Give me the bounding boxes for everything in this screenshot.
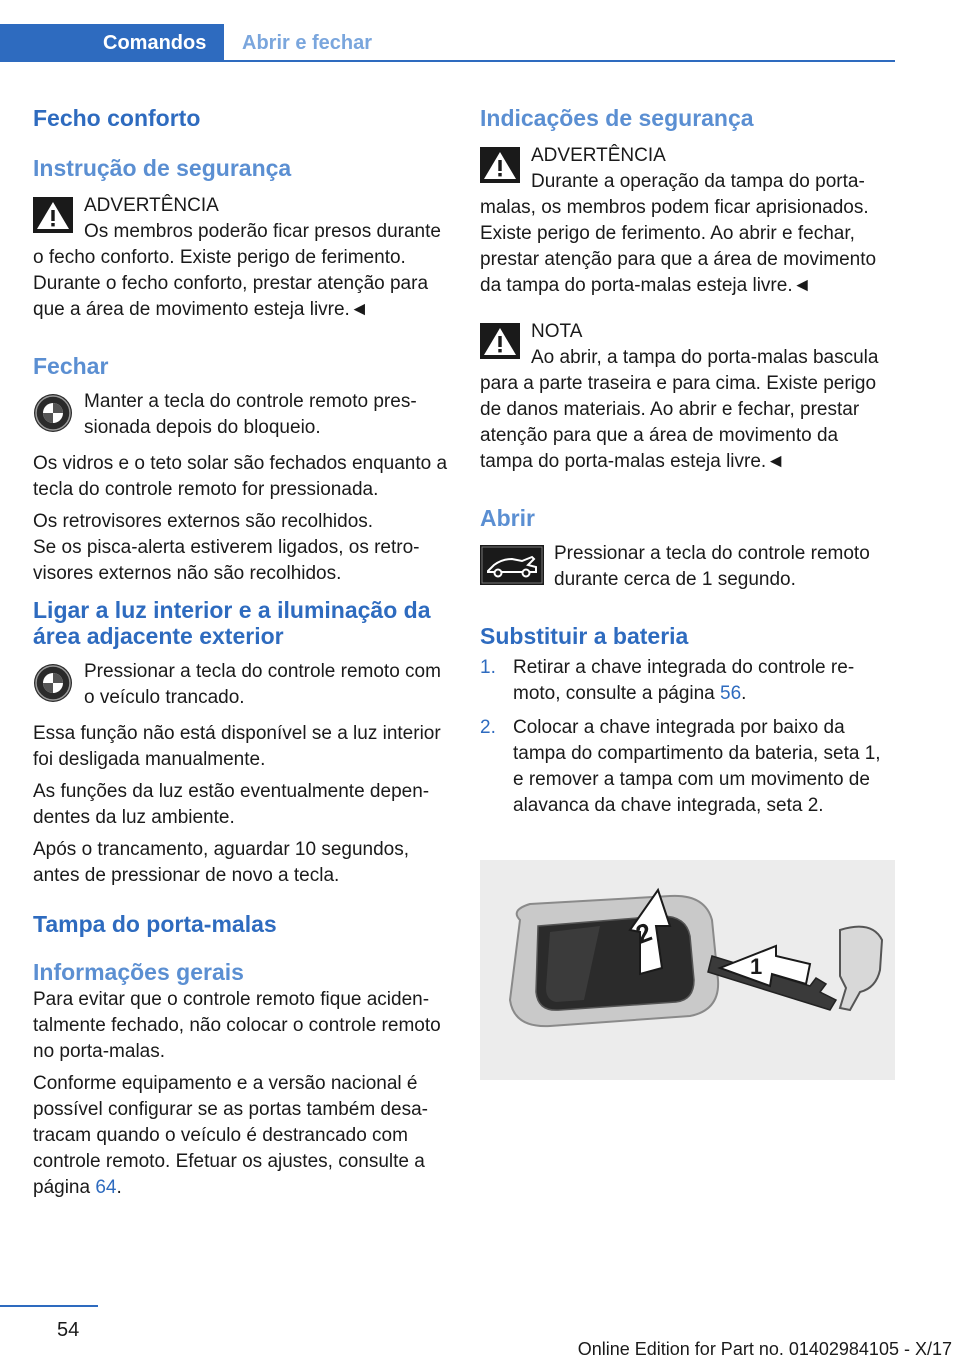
- remote-key-block-fechar: [33, 389, 448, 441]
- luz-para-3: Após o trancamento, aguardar 10 segundos, antes de pressionar de novo a tecla.: [33, 839, 410, 886]
- heading-fecho-conforto: Fecho conforto: [33, 105, 201, 131]
- heading-tampa-porta-malas: Tampa do porta-malas: [33, 911, 277, 937]
- battery-steps-list: [480, 655, 895, 819]
- arrow-2-label: 2: [631, 916, 656, 950]
- fechar-instruction: Manter a tecla do controle remoto pressionada depois do bloqueio.: [84, 391, 417, 438]
- warning-triangle-icon: [480, 147, 520, 183]
- page-footer: [0, 1305, 960, 1362]
- step-1-end: .: [741, 683, 747, 704]
- abrir-instruction: Pressionar a tecla do controle remoto durante cerca de 1 segundo.: [554, 543, 870, 590]
- geral-para-2-end: .: [116, 1177, 122, 1198]
- luz-para-2: As funções da luz estão eventualmente dependentes da luz ambiente.: [33, 781, 430, 828]
- key-fob-battery-illustration: [480, 860, 895, 1080]
- geral-para-2-text: Conforme equipamento e a versão nacional é possível configurar se as portas também desatracam quando o veículo é destrancado com controle remoto. Efetuar os ajustes, consulte a página: [33, 1073, 428, 1198]
- note-block: [480, 319, 895, 475]
- luz-para-1: Essa função não está disponível se a luz interior foi desligada manualmente.: [33, 723, 441, 770]
- bmw-logo-key-icon: [33, 393, 73, 433]
- footer-rule: [0, 1305, 98, 1307]
- list-item: [480, 715, 895, 819]
- subheading-informacoes-gerais: Informações gerais: [33, 959, 244, 985]
- subheading-fechar: Fechar: [33, 353, 109, 379]
- tab-comandos[interactable]: Comandos: [0, 24, 224, 62]
- bmw-logo-key-icon: [33, 663, 73, 703]
- step-2-text: Colocar a chave integrada por baixo da tampa do compartimento da bateria, seta 1, e remover a tampa com um movimento de alavanca da chave integrada, seta 2.: [513, 717, 881, 816]
- warning-label: ADVERTÊNCIA: [84, 195, 219, 216]
- warning-triangle-icon: [480, 323, 520, 359]
- page-link-56[interactable]: 56: [720, 683, 742, 704]
- edition-note: Online Edition for Part no. 01402984105 - X/17: [577, 1339, 952, 1359]
- fechar-para-3: Se os pisca-alerta estiverem ligados, os retrovisores externos não são recolhidos.: [33, 537, 420, 584]
- note-body: Ao abrir, a tampa do porta-malas bascula para a parte traseira e para cima. Existe perigo de danos materiais. Ao abrir e fechar, prestar atenção para que a área de movimento da tampa do porta-malas esteja livre.◄: [480, 347, 879, 472]
- geral-para-1: Para evitar que o controle remoto fique acidentalmente fechado, não colocar o controle remoto no porta-malas.: [33, 989, 441, 1062]
- subheading-abrir: Abrir: [480, 505, 535, 531]
- page-link-64[interactable]: 64: [95, 1177, 117, 1198]
- warning-block-2: [480, 143, 895, 299]
- right-column: [480, 100, 895, 819]
- trunk-open-car-icon: [480, 545, 544, 585]
- warning-block-1: [33, 193, 448, 323]
- chapter-tabs: [0, 24, 895, 62]
- warning-label: ADVERTÊNCIA: [531, 145, 666, 166]
- luz-instruction: Pressionar a tecla do controle remoto com o veículo trancado.: [84, 661, 441, 708]
- geral-para-2: [33, 1071, 448, 1201]
- warning-triangle-icon: [33, 197, 73, 233]
- heading-ligar-luz: Ligar a luz interior e a iluminação da área adjacente exterior: [33, 597, 431, 649]
- warning-body: Durante a operação da tampa do porta-malas, os membros podem ficar aprisionados. Existe perigo de ferimento. Ao abrir e fechar, prestar atenção para que a área de movimento da tampa do porta-malas esteja livre.◄: [480, 171, 877, 296]
- list-item: [480, 655, 895, 707]
- page-number: 54: [57, 1319, 80, 1341]
- key-fob-drawing: [480, 860, 895, 1080]
- subheading-instrucao-seguranca: Instrução de segurança: [33, 155, 292, 181]
- note-label: NOTA: [531, 321, 583, 342]
- step-1-text: Retirar a chave integrada do controle remoto, consulte a página: [513, 657, 855, 704]
- arrow-1-label: 1: [750, 954, 763, 979]
- header-rule: [0, 60, 895, 62]
- step-number: 1.: [480, 657, 496, 678]
- left-column: [33, 100, 448, 1201]
- heading-substituir-bateria: Substituir a bateria: [480, 623, 689, 649]
- remote-key-block-luz: [33, 659, 448, 711]
- trunk-key-block: [480, 541, 895, 593]
- step-number: 2.: [480, 717, 496, 738]
- warning-body: Os membros poderão ficar presos durante o fecho conforto. Existe perigo de ferimento. Durante o fecho conforto, prestar atenção para que a área de movimento esteja livre.◄: [33, 221, 441, 320]
- fechar-para-1: Os vidros e o teto solar são fechados enquanto a tecla do controle remoto for pressionada.: [33, 453, 448, 500]
- fechar-para-2: Os retrovisores externos são recolhidos.: [33, 511, 374, 532]
- subheading-indicacoes-seguranca: Indicações de segurança: [480, 105, 754, 131]
- tab-abrir-e-fechar[interactable]: Abrir e fechar: [242, 32, 373, 54]
